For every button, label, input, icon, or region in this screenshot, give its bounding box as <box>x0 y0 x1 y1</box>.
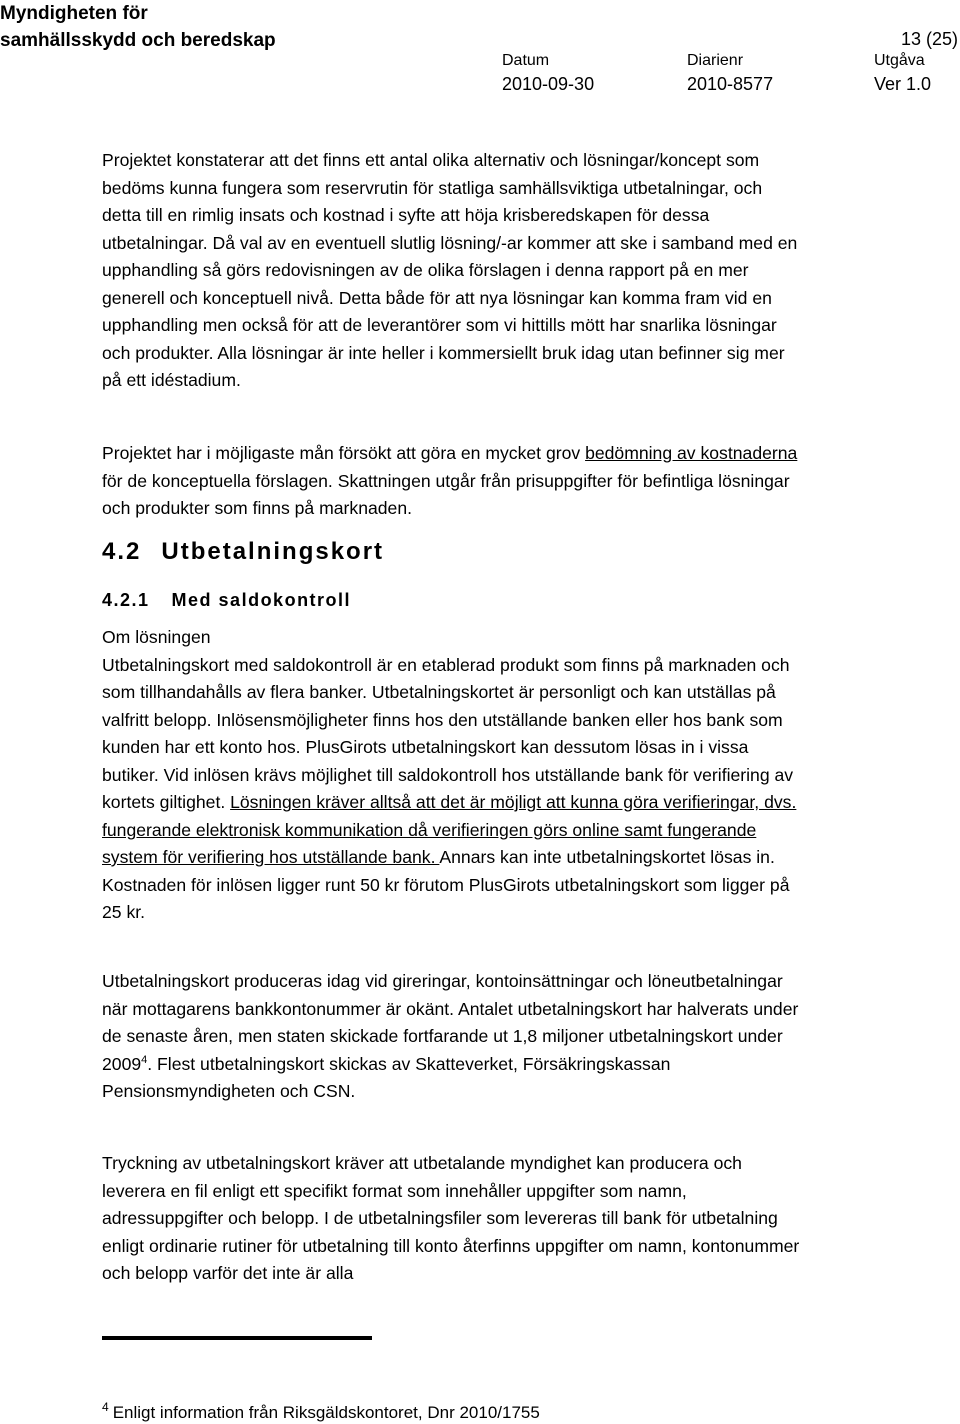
date-value: 2010-09-30 <box>502 74 595 94</box>
page-number: 13 (25) <box>900 29 958 49</box>
footnote-reference: 4 <box>141 1053 148 1066</box>
printing-text: Tryckning av utbetalningskort kräver att utbetalande myndighet kan producera och leverera en fil enligt ett specifikt format som innehåller uppgifter som namn, adressuppgifter och belopp. I de utbetalningsfiler som levereras till bank för utbetalning enligt ordinarie rutiner för utbetalning till konto återfinns uppgifter om namn, kontonummer och belopp varför det inte är alla <box>102 1153 800 1283</box>
organization-name-line1: Myndigheten för <box>0 3 148 24</box>
organization-name-line2: samhällsskydd och beredskap <box>0 30 276 51</box>
subsection-title: Med saldokontroll <box>171 590 352 610</box>
about-solution-text-end: Annars kan inte utbetalningskortet lösas in. Kostnaden för inlösen ligger runt 50 kr förutom PlusGirots utbetalningskort som ligger på 25 kr. <box>102 847 790 922</box>
paragraph-alternatives-text: Projektet konstaterar att det finns ett antal olika alternativ och lösningar/koncept som bedöms kunna fungera som reservrutin för statliga samhällsviktiga utbetalningar, och detta till en rimlig insats och kostnad i syfte att höja krisberedskapen för dessa utbetalningar. Då val av en eventuell slutlig lösning/-ar kommer att ske i samband med en upphandling så görs redovisningen av de olika förslagen i denna rapport på en mer generell och konceptuell nivå. Detta både för att nya lösningar kan komma fram vid en upphandling men också för att de leverantörer som vi hittills mött har snarlika lösningar och produkter. Alla lösningar är inte heller i kommersiellt bruk idag utan befinner sig mer på ett idéstadium. <box>102 150 798 390</box>
section-number: 4.2 <box>102 538 142 565</box>
footnote-divider <box>102 1336 372 1340</box>
about-solution-text-start: Utbetalningskort med saldokontroll är en etablerad produkt som finns på marknaden och som tillhandahålls av flera banker. Utbetalningskortet är personligt och kan utställas på valfritt belopp. Inlösensmöjligheter finns hos den utställande banken eller hos bank som kunden har ett konto hos. PlusGirots utbetalningskort kan dessutom lösas in i vissa butiker. Vid inlösen krävs möjlighet till saldokontroll hos utställande bank för verifiering av kortets giltighet. <box>102 654 794 812</box>
diarienr-label: Diarienr <box>687 52 744 69</box>
section-title: Utbetalningskort <box>161 538 385 565</box>
paragraph-printing <box>102 1150 802 1288</box>
version-label: Utgåva <box>874 52 925 69</box>
organization-name <box>0 0 276 54</box>
about-solution-heading: Om lösningen <box>102 627 211 647</box>
date-label: Datum <box>502 52 550 69</box>
paragraph-cost-estimate <box>102 440 802 523</box>
footnote-mark: 4 <box>102 1400 109 1415</box>
production-text-start: Utbetalningskort produceras idag vid gireringar, kontoinsättningar och löneutbetalningar när mottagarens bankkontonummer är okänt. Antalet utbetalningskort har halverats under de senaste åren, men staten skickade fortfarande ut 1,8 miljoner utbetalningskort under 2009 <box>102 971 799 1074</box>
subsection-number: 4.2.1 <box>102 590 150 610</box>
cost-text-underlined: bedömning av kostnaderna <box>585 443 798 463</box>
footnote <box>102 1402 540 1424</box>
paragraph-about-solution <box>102 624 802 927</box>
paragraph-alternatives <box>102 147 802 395</box>
cost-text-start: Projektet har i möjligaste mån försökt att göra en mycket grov <box>102 443 586 463</box>
about-solution-text-underlined: Lösningen kräver alltså att det är möjligt att kunna göra verifieringar, dvs. fungerande elektronisk kommunikation då verifieringen görs online samt fungerande system för verifiering hos utställande bank. <box>102 792 797 867</box>
cost-text-end: för de konceptuella förslagen. Skattningen utgår från prisuppgifter för befintliga lösningar och produkter som finns på marknaden. <box>102 470 790 518</box>
subsection-heading <box>102 588 351 612</box>
footnote-text: Enligt information från Riksgäldskontoret, Dnr 2010/1755 <box>112 1403 540 1422</box>
version-value: Ver 1.0 <box>874 74 932 94</box>
production-text-end: . Flest utbetalningskort skickas av Skatteverket, Försäkringskassan Pensionsmyndigheten och CSN. <box>102 1053 671 1101</box>
paragraph-production <box>102 968 802 1106</box>
diarienr-value: 2010-8577 <box>687 74 774 94</box>
section-heading <box>102 537 384 567</box>
